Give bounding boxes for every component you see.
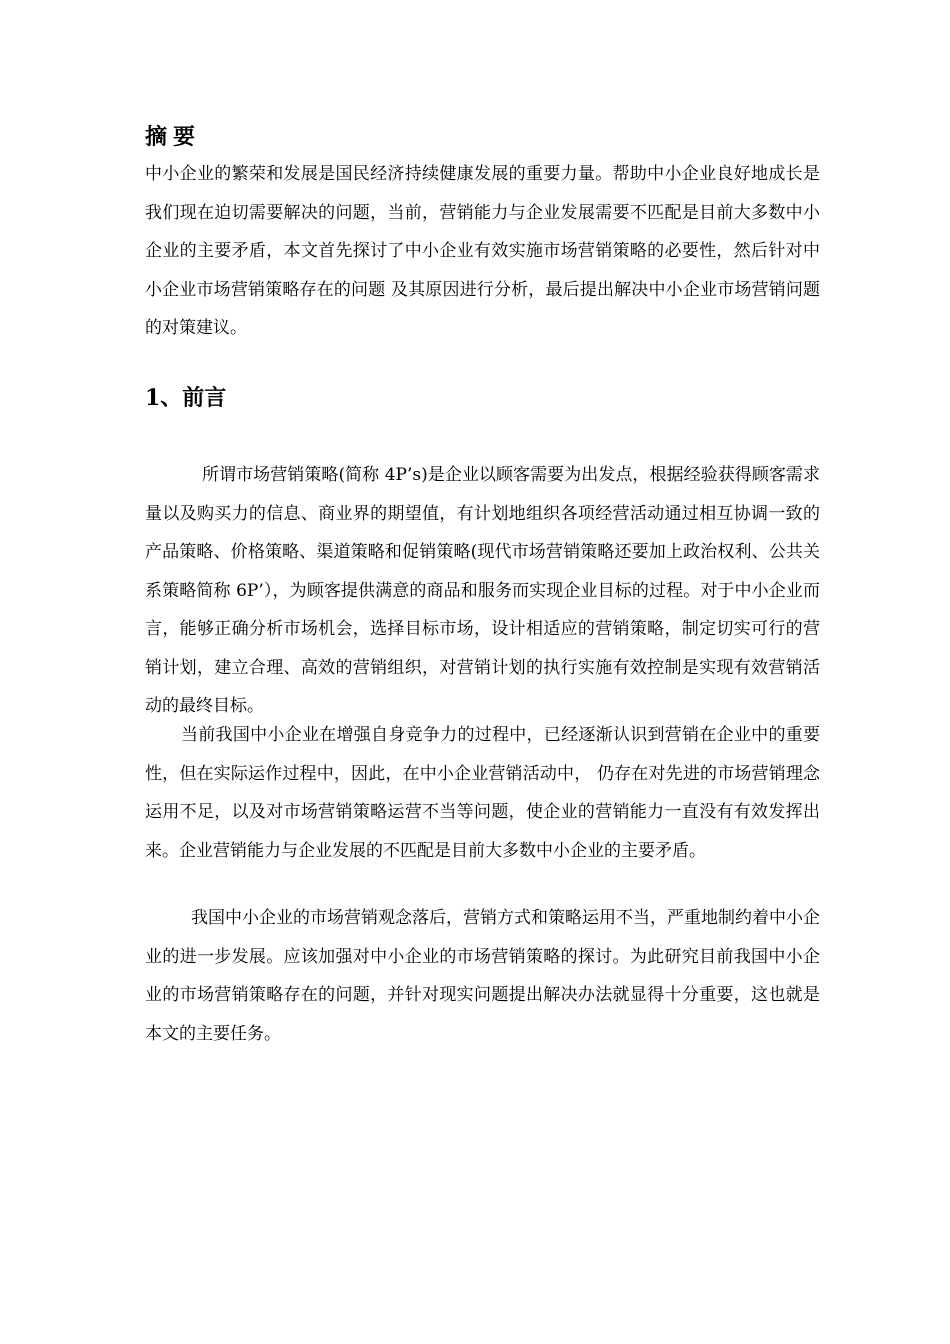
introduction-paragraph-3: 我国中小企业的市场营销观念落后，营销方式和策略运用不当，严重地制约着中小企业的进一步发展。应该加强对中小企业的市场营销策略的探讨。为此研究目前我国中小企业的市场营销策略存在的问题，并针对现实问题提出解决办法就显得十分重要，这也就是本文的主要任务。 xyxy=(145,908,820,1044)
introduction-paragraph-1: 所谓市场营销策略(简称 4P’s)是企业以顾客需要为出发点，根据经验获得顾客需求量以及购买力的信息、商业界的期望值，有计划地组织各项经营活动通过相互协调一致的产品策略、价格策略、渠道策略和促销策略(现代市场营销策略还要加上政治权利、公共关系策略简称 6P’），为顾客提供满意的商品和服务而实现企业目标的过程。对于中小企业而言，能够正确分析市场机会，选择目标市场，设计相适应的营销策略，制定切实可行的营销计划，建立合理、高效的营销组织，对营销计划的执行实施有效控制是实现有效营销活动的最终目标。 xyxy=(145,465,820,716)
introduction-heading: 1、前言 xyxy=(145,385,227,411)
introduction-paragraph-2: 当前我国中小企业在增强自身竞争力的过程中，已经逐渐认识到营销在企业中的重要性，但在实际运作过程中，因此，在中小企业营销活动中， 仍存在对先进的市场营销理念运用不足，以及对市场营销策略运营不当等问题，使企业的营销能力一直没有有效发挥出来。企业营销能力与企业发展的不匹配是目前大多数中小企业的主要矛盾。 xyxy=(145,725,820,861)
abstract-heading: 摘要 xyxy=(145,124,202,150)
abstract-paragraph: 中小企业的繁荣和发展是国民经济持续健康发展的重要力量。帮助中小企业良好地成长是我们现在迫切需要解决的问题，当前，营销能力与企业发展需要不匹配是目前大多数中小企业的主要矛盾，本文首先探讨了中小企业有效实施市场营销策略的必要性，然后针对中小企业市场营销策略存在的问题 及其原因进行分析，最后提出解决中小企业市场营销问题的对策建议。 xyxy=(145,164,820,338)
